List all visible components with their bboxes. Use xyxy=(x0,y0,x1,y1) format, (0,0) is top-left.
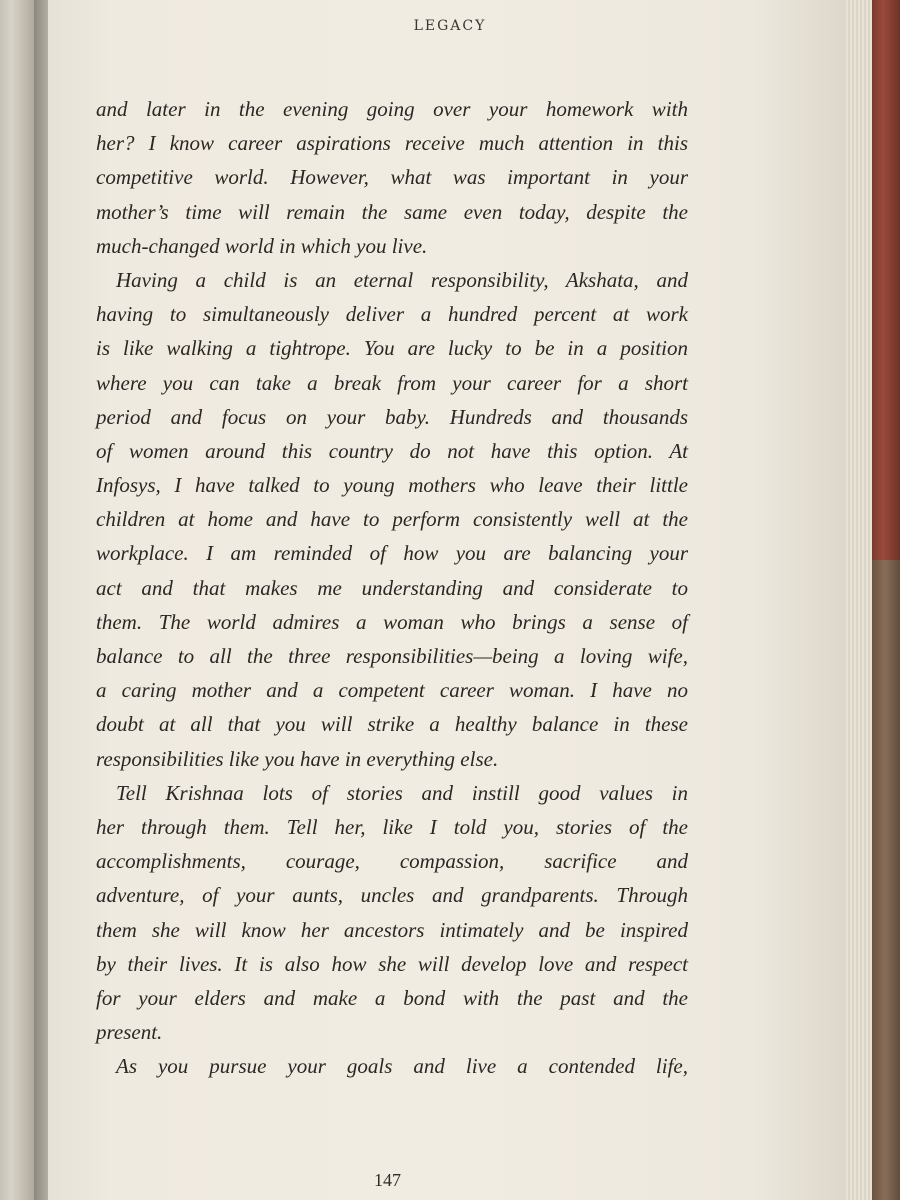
text-line: is like walking a tightrope. You are lucky to be in a position xyxy=(96,336,688,361)
page-stack-edge xyxy=(846,0,872,1200)
text-line: them. The world admires a woman who brings a sense of xyxy=(96,609,688,634)
body-text xyxy=(96,92,688,1083)
page-number: 147 xyxy=(374,1170,401,1190)
text-line: adventure, of your aunts, uncles and grandparents. Through xyxy=(96,883,688,908)
text-line: by their lives. It is also how she will develop love and respect xyxy=(96,951,688,976)
text-line: Having a child is an eternal responsibility, Akshata, and xyxy=(116,267,688,292)
text-line: Infosys, I have talked to young mothers who leave their little xyxy=(96,473,688,498)
text-line: balance to all the three responsibilities—being a loving wife, xyxy=(96,644,688,668)
text-line: workplace. I am reminded of how you are balancing your xyxy=(96,541,688,566)
text-line: a caring mother and a competent career woman. I have no xyxy=(96,678,688,703)
text-line: present. xyxy=(96,1020,163,1045)
text-line: As you pursue your goals and live a contended life, xyxy=(116,1054,688,1079)
text-line: her? I know career aspirations receive much attention in this xyxy=(96,131,688,156)
text-line: and later in the evening going over your homework with xyxy=(96,97,688,121)
text-line: much-changed world in which you live. xyxy=(96,233,428,258)
left-page-edge xyxy=(0,0,38,1200)
book-cover-shadow xyxy=(872,560,900,1200)
text-line: them she will know her ancestors intimately and be inspired xyxy=(96,917,688,942)
text-line: mother’s time will remain the same even today, despite the xyxy=(96,199,688,224)
text-line: of women around this country do not have this option. At xyxy=(96,438,688,463)
text-line: doubt at all that you will strike a healthy balance in these xyxy=(96,712,688,737)
text-line: responsibilities like you have in everything else. xyxy=(96,746,499,771)
text-line: for your elders and make a bond with the past and the xyxy=(96,985,688,1010)
running-head: LEGACY xyxy=(413,18,487,34)
text-line: competitive world. However, what was important in your xyxy=(96,165,688,190)
text-line: accomplishments, courage, compassion, sacrifice and xyxy=(96,849,688,874)
text-line: having to simultaneously deliver a hundred percent at work xyxy=(96,302,688,327)
text-line: children at home and have to perform consistently well at the xyxy=(96,507,688,532)
text-line: act and that makes me understanding and considerate to xyxy=(96,575,688,600)
text-line: where you can take a break from your career for a short xyxy=(96,370,688,395)
text-line: her through them. Tell her, like I told you, stories of the xyxy=(96,814,688,839)
text-line: Tell Krishnaa lots of stories and instill good values in xyxy=(116,780,688,805)
text-line: period and focus on your baby. Hundreds and thousands xyxy=(96,404,688,429)
